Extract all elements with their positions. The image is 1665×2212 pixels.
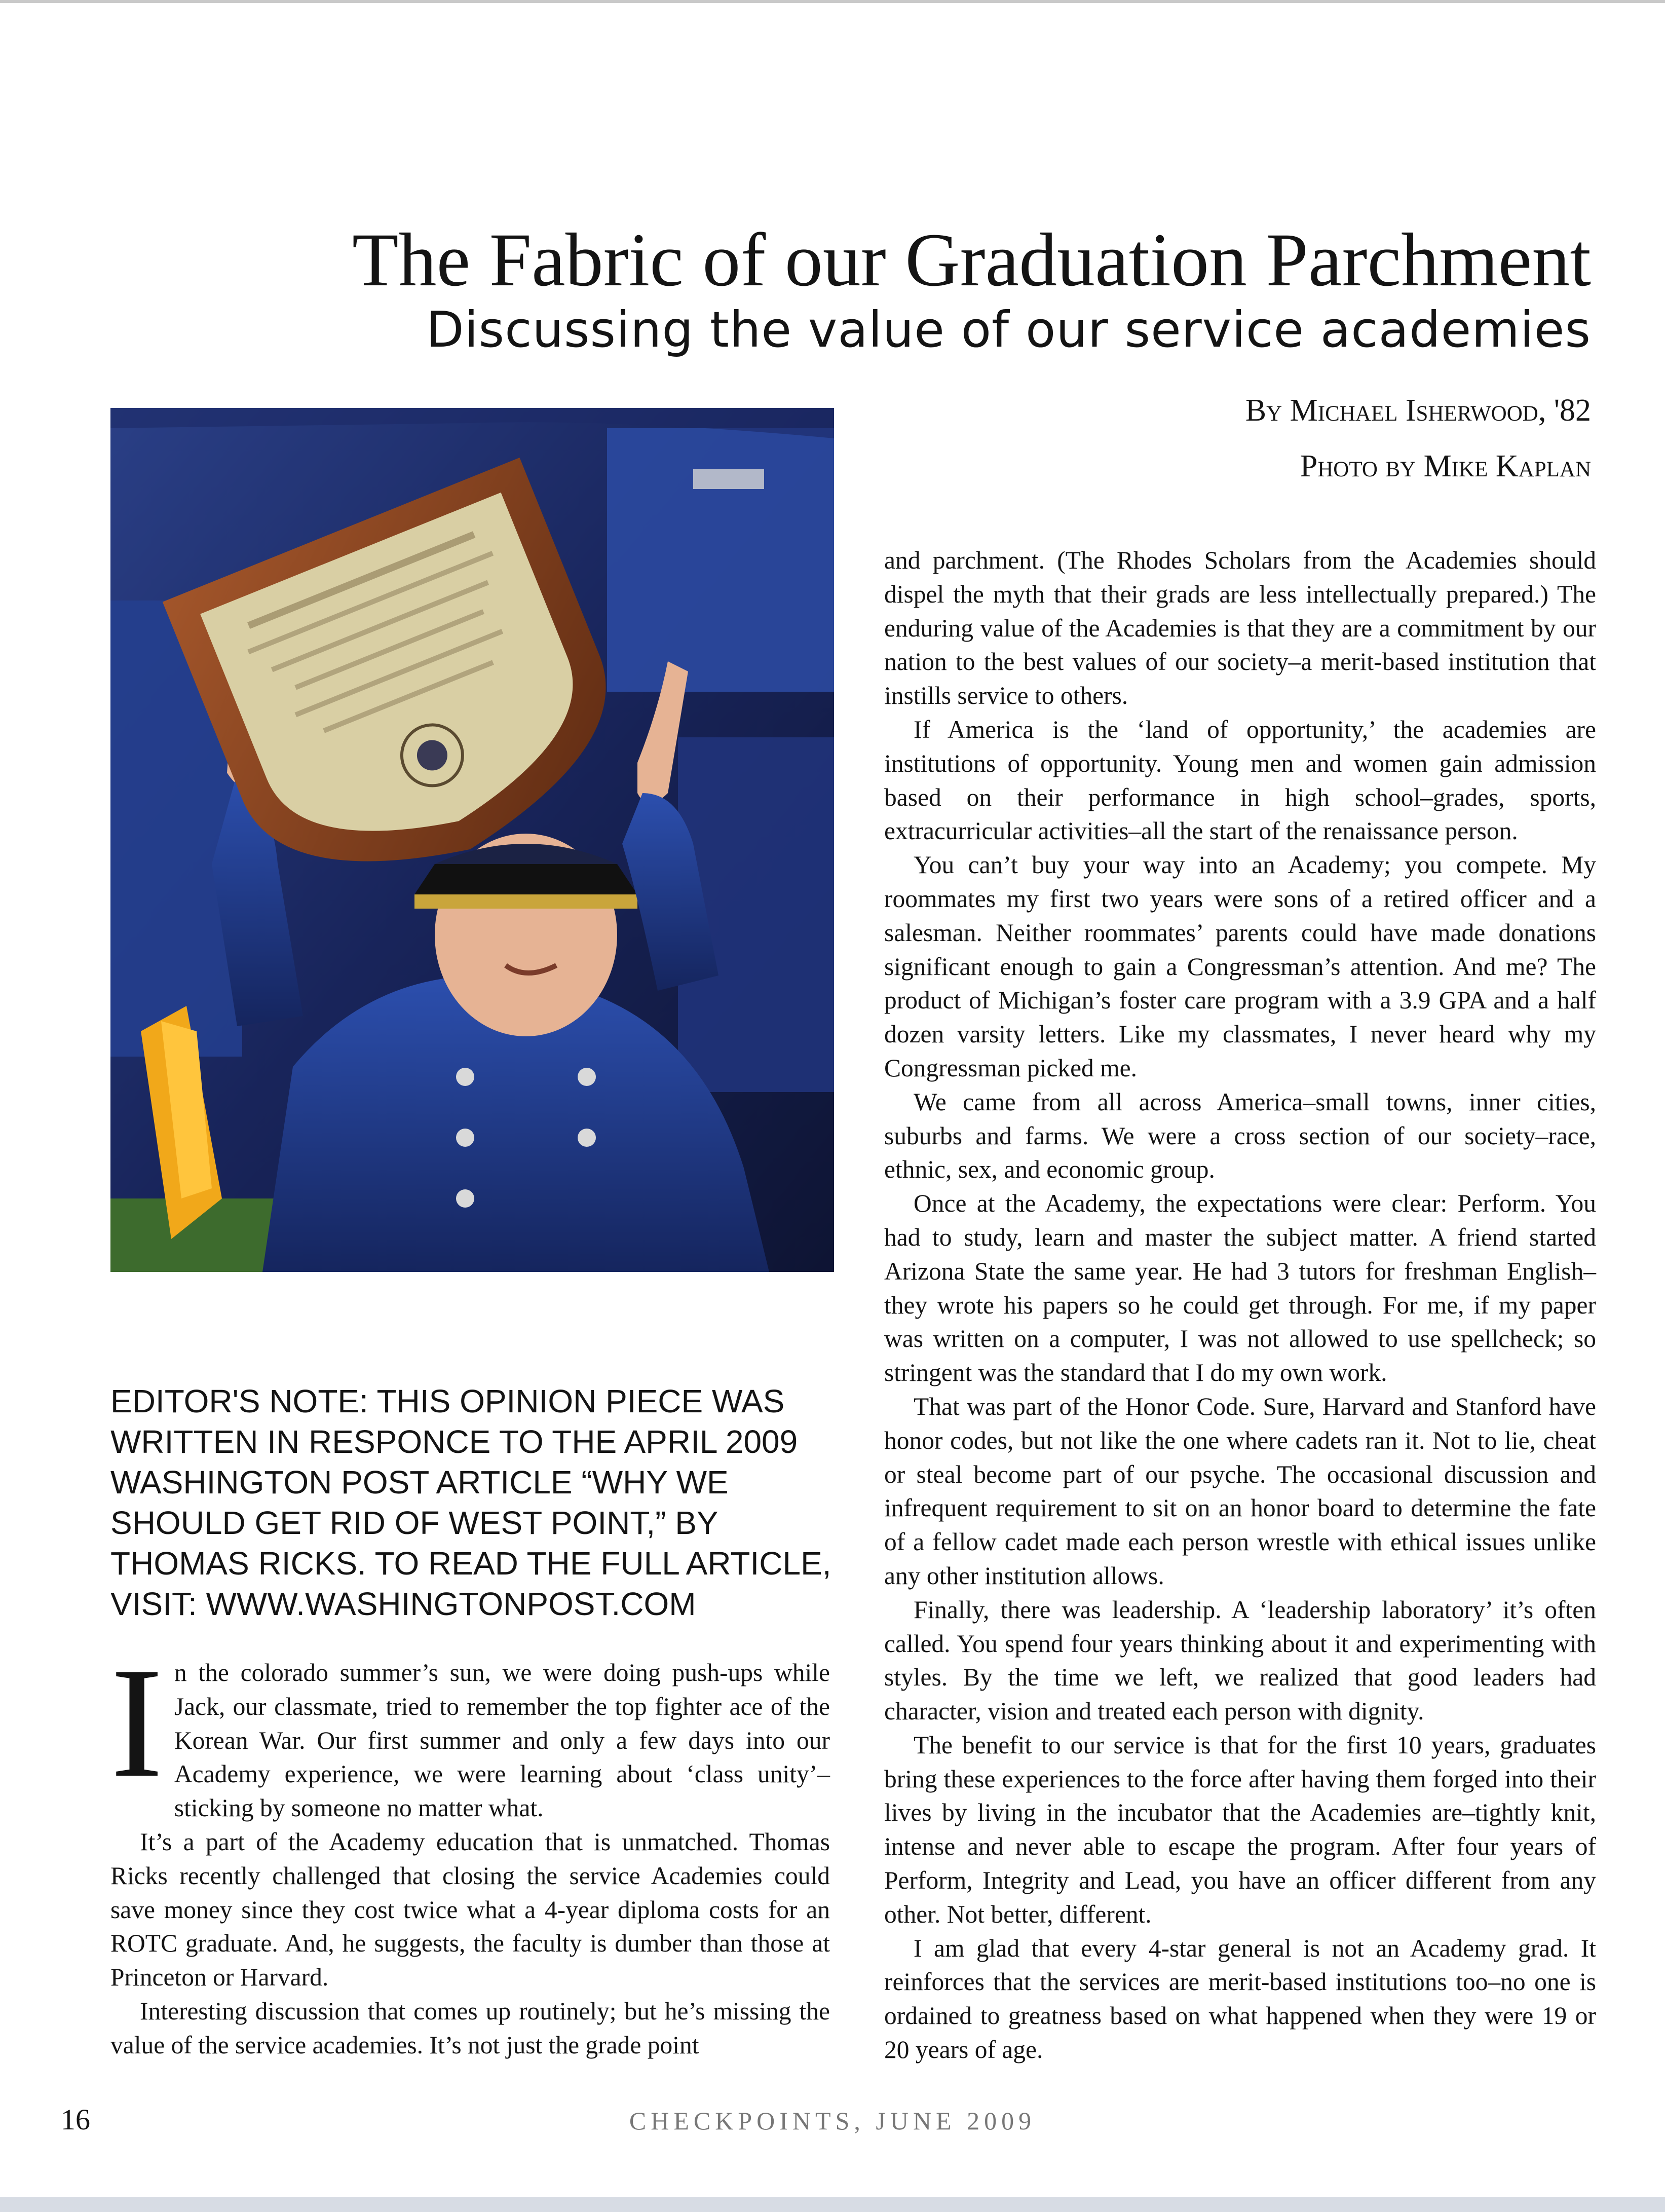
body-paragraph: Finally, there was leadership. A ‘leadership laboratory’ it’s often called. You spend four years thinking about it and experimenting with styles. By the time we left, we realized that good leaders had character, vision and treated each person with dignity. [884,1595,1596,1726]
body-paragraph: I am glad that every 4-star general is not an Academy grad. It reinforces that the services are merit-based institutions too–no one is ordained to greatness based on what happened when they were 19 or 20 years of age. [884,1934,1596,2064]
body-paragraph: n the colorado summer’s sun, we were doing push-ups while Jack, our classmate, tried to remember the top fighter ace of the Korean War. Our first summer and only a few days into our Academy experience, we were learning about ‘class unity’–sticking by someone no matter what. [174,1659,830,1822]
page-number: 16 [61,2103,90,2136]
graduation-photo [110,408,834,1272]
magazine-footer: CHECKPOINTS, JUNE 2009 [629,2107,1036,2135]
page-top-edge [0,0,1665,3]
drop-cap: I [110,1635,163,1810]
body-paragraph: We came from all across America–small towns, inner cities, suburbs and farms. We were a cross section of our society–race, ethnic, sex, and economic group. [884,1088,1596,1184]
photo-credit: Photo by Mike Kaplan [1300,449,1591,483]
body-paragraph: You can’t buy your way into an Academy; you compete. My roommates my first two years were sons of a retired officer and a salesman. Neither roommates’ parents could have made donations significant enough to gain a Congressman’s attention. And me? The product of Michigan’s foster care program with a 3.9 GPA and a half dozen varsity letters. Like my classmates, I never heard why my Congressman picked me. [884,851,1596,1082]
article-subtitle: Discussing the value of our service academies [426,301,1591,358]
body-paragraph: If America is the ‘land of opportunity,’ the academies are institutions of opportunity. Young men and women gain admission based on their performance in high school–grades, sports, extracurricular activities–all the start of the renaissance person. [884,715,1596,845]
body-paragraph: Interesting discussion that comes up routinely; but he’s missing the value of the service academies. It’s not just the grade point [110,1997,830,2059]
body-paragraph: It’s a part of the Academy education that is unmatched. Thomas Ricks recently challenged that closing the service Academies could save money since they cost twice what a 4-year diploma costs for an ROTC graduate. And, he suggests, the faculty is dumber than those at Princeton or Harvard. [110,1827,830,1992]
body-paragraph: That was part of the Honor Code. Sure, Harvard and Stanford have honor codes, but not like the one where cadets ran it. Not to lie, cheat or steal become part of our psyche. The occasional discussion and infrequent requirement to sit on an honor board to determine the fate of a fellow cadet made each person wrestle with ethical issues unlike any other institution allows. [884,1392,1596,1590]
body-paragraph: The benefit to our service is that for the first 10 years, graduates bring these experiences to the force after having them forged into their lives by living in the incubator that the Academies are–tightly knit, intense and never able to escape the program. After four years of Perform, Integrity and Lead, you have an officer different from any other. Not better, different. [884,1731,1596,1928]
body-paragraph: and parchment. (The Rhodes Scholars from the Academies should dispel the myth that their grads are less intellectually prepared.) The enduring value of the Academies is that they are a commitment by our nation to the best values of our society–a merit-based institution that instills service to others. [884,546,1596,710]
article-body-left-column [110,1635,830,2063]
author-byline: By Michael Isherwood, '82 [1245,393,1591,428]
page-bottom-edge [0,2197,1665,2212]
article-body-right-column [884,544,1596,2067]
article-title: The Fabric of our Graduation Parchment [352,218,1591,302]
body-paragraph: Once at the Academy, the expectations were clear: Perform. You had to study, learn and master the subject matter. A friend started Arizona State the same year. He had 3 tutors for freshman English–they wrote his papers so he could get through. For me, if my paper was written on a computer, I was not allowed to use spellcheck; so stringent was the standard that I do my own work. [884,1189,1596,1387]
editor-note: EDITOR'S NOTE: THIS OPINION PIECE WAS WRITTEN IN RESPONCE TO THE APRIL 2009 WASHINGTON POST ARTICLE “WHY WE SHOULD GET RID OF WEST POINT,” BY THOMAS RICKS. TO READ THE FULL ARTICLE, VISIT: WWW.WASHINGTONPOST.COM [110,1383,831,1622]
